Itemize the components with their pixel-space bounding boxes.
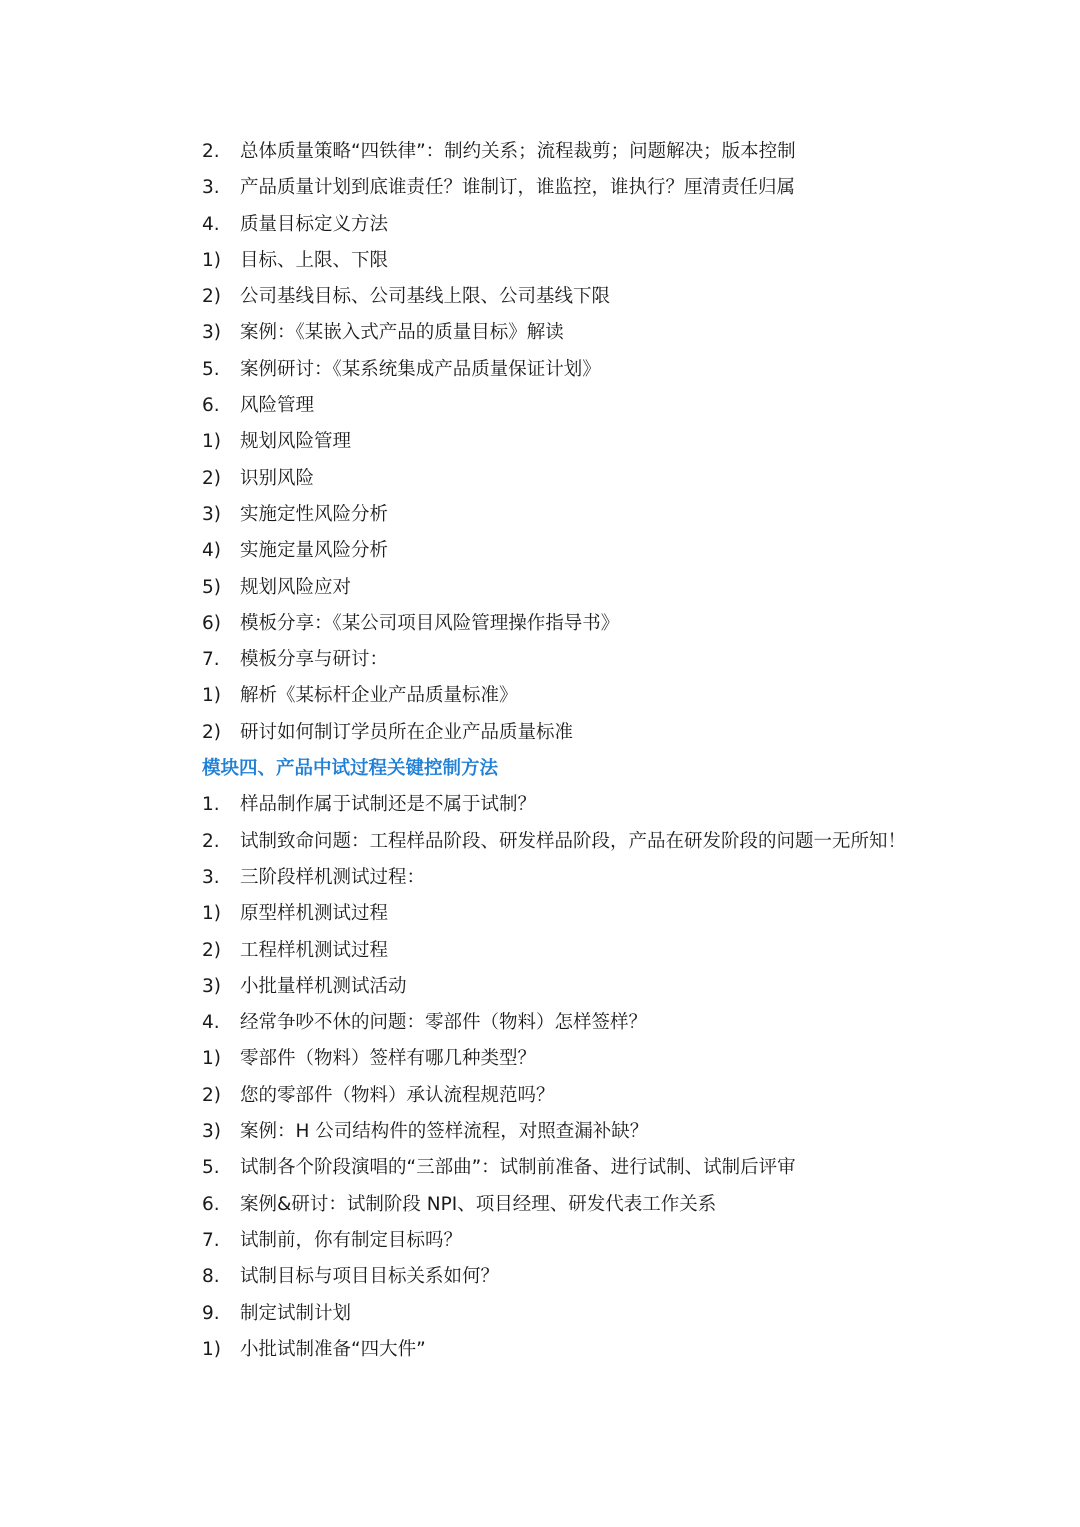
item-number: 3. <box>202 177 220 199</box>
list-item <box>202 787 962 823</box>
item-text: 产品质量计划到底谁责任？谁制订，谁监控，谁执行？厘清责任归属 <box>240 177 796 199</box>
list-item <box>202 134 962 170</box>
list-item <box>202 824 962 860</box>
item-number: 3) <box>202 1121 221 1143</box>
list-item <box>202 424 962 460</box>
item-text: 小批量样机测试活动 <box>240 975 407 997</box>
list-item <box>202 570 962 606</box>
list-item <box>202 1296 962 1332</box>
item-number: 1) <box>202 903 221 925</box>
list-item <box>202 497 962 533</box>
list-item <box>202 1187 962 1223</box>
list-item <box>202 243 962 279</box>
item-text: 规划风险管理 <box>240 431 352 453</box>
list-item <box>202 933 962 969</box>
section-heading: 模块四、产品中试过程关键控制方法 <box>202 758 499 780</box>
item-number: 2. <box>202 141 220 162</box>
item-number: 4. <box>202 213 220 235</box>
item-text: 研讨如何制订学员所在企业产品质量标准 <box>240 721 574 743</box>
item-number: 5. <box>202 358 220 380</box>
item-number: 2) <box>202 467 221 489</box>
list-item <box>202 533 962 569</box>
list-item <box>202 315 962 351</box>
item-text: 三阶段样机测试过程： <box>240 866 426 888</box>
item-text: 您的零部件（物料）承认流程规范吗？ <box>240 1084 555 1106</box>
item-number: 2. <box>202 830 220 852</box>
item-text: 模板分享与研讨： <box>240 649 389 671</box>
item-number: 2) <box>202 1084 221 1106</box>
list-item <box>202 969 962 1005</box>
list-item <box>202 1150 962 1186</box>
list-item <box>202 207 962 243</box>
item-number: 2) <box>202 721 221 743</box>
list-item <box>202 352 962 388</box>
item-text: 总体质量策略“四铁律”：制约关系；流程裁剪；问题解决；版本控制 <box>240 141 796 162</box>
item-number: 9. <box>202 1302 220 1324</box>
item-text: 案例：《某嵌入式产品的质量目标》解读 <box>240 322 564 344</box>
item-text: 试制各个阶段演唱的“三部曲”：试制前准备、进行试制、试制后评审 <box>240 1157 796 1179</box>
item-number: 1) <box>202 249 221 271</box>
item-text: 规划风险应对 <box>240 576 352 598</box>
item-text: 风险管理 <box>240 395 315 417</box>
list-item <box>202 388 962 424</box>
item-number: 3. <box>202 866 220 888</box>
item-number: 3) <box>202 975 221 997</box>
list-item <box>202 1078 962 1114</box>
list-item <box>202 1259 962 1295</box>
item-number: 1. <box>202 794 220 816</box>
document-body <box>202 134 962 1368</box>
list-item <box>202 896 962 932</box>
item-text: 经常争吵不休的问题：零部件（物料）怎样签样？ <box>240 1012 648 1034</box>
item-number: 6. <box>202 1193 220 1215</box>
item-number: 1) <box>202 1338 221 1360</box>
item-number: 8. <box>202 1266 220 1288</box>
list-item <box>202 1005 962 1041</box>
item-number: 3) <box>202 322 221 344</box>
item-text: 制定试制计划 <box>240 1302 352 1324</box>
item-text: 模板分享：《某公司项目风险管理操作指导书》 <box>240 612 620 634</box>
item-number: 2) <box>202 286 221 308</box>
item-text: 解析《某标杆企业产品质量标准》 <box>240 685 518 707</box>
item-number: 1) <box>202 431 221 453</box>
item-text: 样品制作属于试制还是不属于试制？ <box>240 794 537 816</box>
item-number: 7. <box>202 1229 220 1251</box>
item-text: 实施定性风险分析 <box>240 503 389 525</box>
list-item <box>202 715 962 751</box>
list-item <box>202 642 962 678</box>
item-text: 目标、上限、下限 <box>240 249 389 271</box>
item-number: 5. <box>202 1157 220 1179</box>
item-text: 原型样机测试过程 <box>240 903 389 925</box>
item-number: 1) <box>202 685 221 707</box>
item-number: 3) <box>202 503 221 525</box>
item-text: 工程样机测试过程 <box>240 939 389 961</box>
item-text: 试制前，你有制定目标吗？ <box>240 1229 463 1251</box>
list-item <box>202 678 962 714</box>
item-text: 识别风险 <box>240 467 315 489</box>
item-text: 试制目标与项目目标关系如何？ <box>240 1266 500 1288</box>
item-text: 试制致命问题：工程样品阶段、研发样品阶段，产品在研发阶段的问题一无所知！ <box>240 830 907 852</box>
item-text: 公司基线目标、公司基线上限、公司基线下限 <box>240 286 611 308</box>
item-number: 4) <box>202 540 221 562</box>
item-number: 5) <box>202 576 221 598</box>
list-item <box>202 1332 962 1368</box>
list-item <box>202 1223 962 1259</box>
item-number: 6. <box>202 395 220 417</box>
list-item <box>202 170 962 206</box>
list-item <box>202 279 962 315</box>
item-text: 案例：H 公司结构件的签样流程，对照查漏补缺？ <box>240 1121 649 1143</box>
item-text: 零部件（物料）签样有哪几种类型？ <box>240 1048 537 1070</box>
list-item <box>202 606 962 642</box>
item-number: 1) <box>202 1048 221 1070</box>
item-text: 实施定量风险分析 <box>240 540 389 562</box>
item-text: 案例研讨：《某系统集成产品质量保证计划》 <box>240 358 601 380</box>
list-item <box>202 461 962 497</box>
item-number: 7. <box>202 649 220 671</box>
item-text: 质量目标定义方法 <box>240 213 389 235</box>
item-text: 案例&研讨：试制阶段 NPI、项目经理、研发代表工作关系 <box>240 1193 717 1215</box>
list-item <box>202 860 962 896</box>
item-number: 4. <box>202 1012 220 1034</box>
item-text: 小批试制准备“四大件” <box>240 1338 426 1360</box>
item-number: 2) <box>202 939 221 961</box>
list-item <box>202 1041 962 1077</box>
list-item <box>202 1114 962 1150</box>
item-number: 6) <box>202 612 221 634</box>
